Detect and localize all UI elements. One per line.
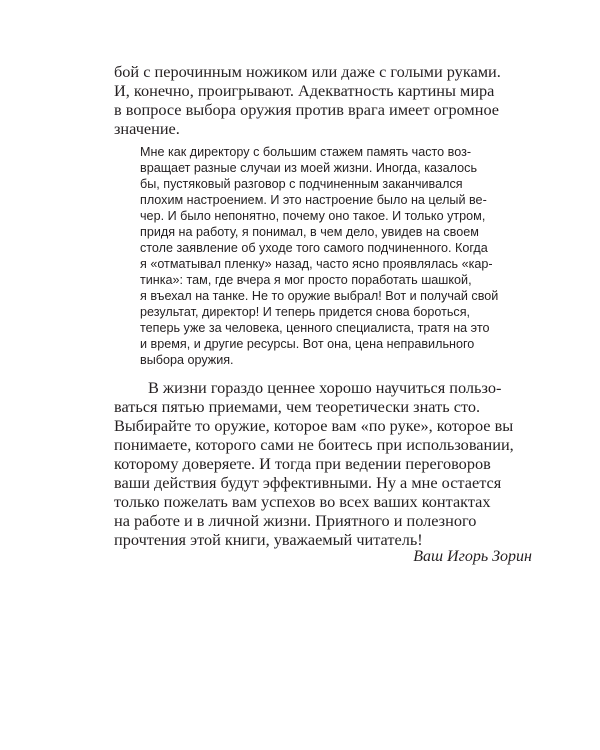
text-line: Выбирайте то оружие, которое вам «по руке», которое вы (114, 416, 514, 435)
text-line: И, конечно, проигрывают. Адекватность картины мира (114, 81, 495, 100)
text-line: В жизни гораздо ценнее хорошо научиться пользо- (148, 378, 502, 397)
text-line: на работе и в личной жизни. Приятного и полезного (114, 511, 477, 530)
signature: Ваш Игорь Зорин (413, 548, 532, 565)
text-line: я въехал на танке. Не то оружие выбрал! Вот и получай свой (140, 289, 499, 303)
text-line: чер. И было непонятно, почему оно такое. И только утром, (140, 209, 486, 223)
text-line: понимаете, которого сами не боитесь при использовании, (114, 435, 514, 454)
text-line: и время, и другие ресурсы. Вот она, цена неправильного (140, 337, 475, 351)
text-line: бы, пустяковый разговор с подчиненным заканчивался (140, 177, 463, 191)
text-line: только пожелать вам успехов во всех ваших контактах (114, 492, 491, 511)
text-line: столе заявление об уходе того самого подчиненного. Когда (140, 241, 488, 255)
text-line: значение. (114, 119, 180, 138)
text-line: которому доверяете. И тогда при ведении переговоров (114, 454, 491, 473)
text-line: Мне как директору с большим стажем память часто воз- (140, 145, 472, 159)
text-line: бой с перочинным ножиком или даже с голыми руками. (114, 62, 501, 81)
text-line: плохим настроением. И это настроение было на целый ве- (140, 193, 487, 207)
text-line: я «отматывал пленку» назад, часто ясно проявлялась «кар- (140, 257, 493, 271)
text-line: ваться пятью приемами, чем теоретически знать сто. (114, 397, 481, 416)
text-line: тинка»: там, где вчера я мог просто поработать шашкой, (140, 273, 472, 287)
text-line: прочтения этой книги, уважаемый читатель! (114, 530, 423, 549)
text-line: результат, директор! И теперь придется снова бороться, (140, 305, 471, 319)
text-line: вращает разные случаи из моей жизни. Иногда, казалось (140, 161, 478, 175)
text-line: теперь уже за человека, ценного специалиста, тратя на это (140, 321, 490, 335)
text-line: в вопросе выбора оружия против врага имеет огромное (114, 100, 500, 119)
text-line: выбора оружия. (140, 353, 234, 367)
text-line: ваши действия будут эффективными. Ну а мне остается (114, 473, 502, 492)
text-line: придя на работу, я понимал, в чем дело, увидев на своем (140, 225, 479, 239)
